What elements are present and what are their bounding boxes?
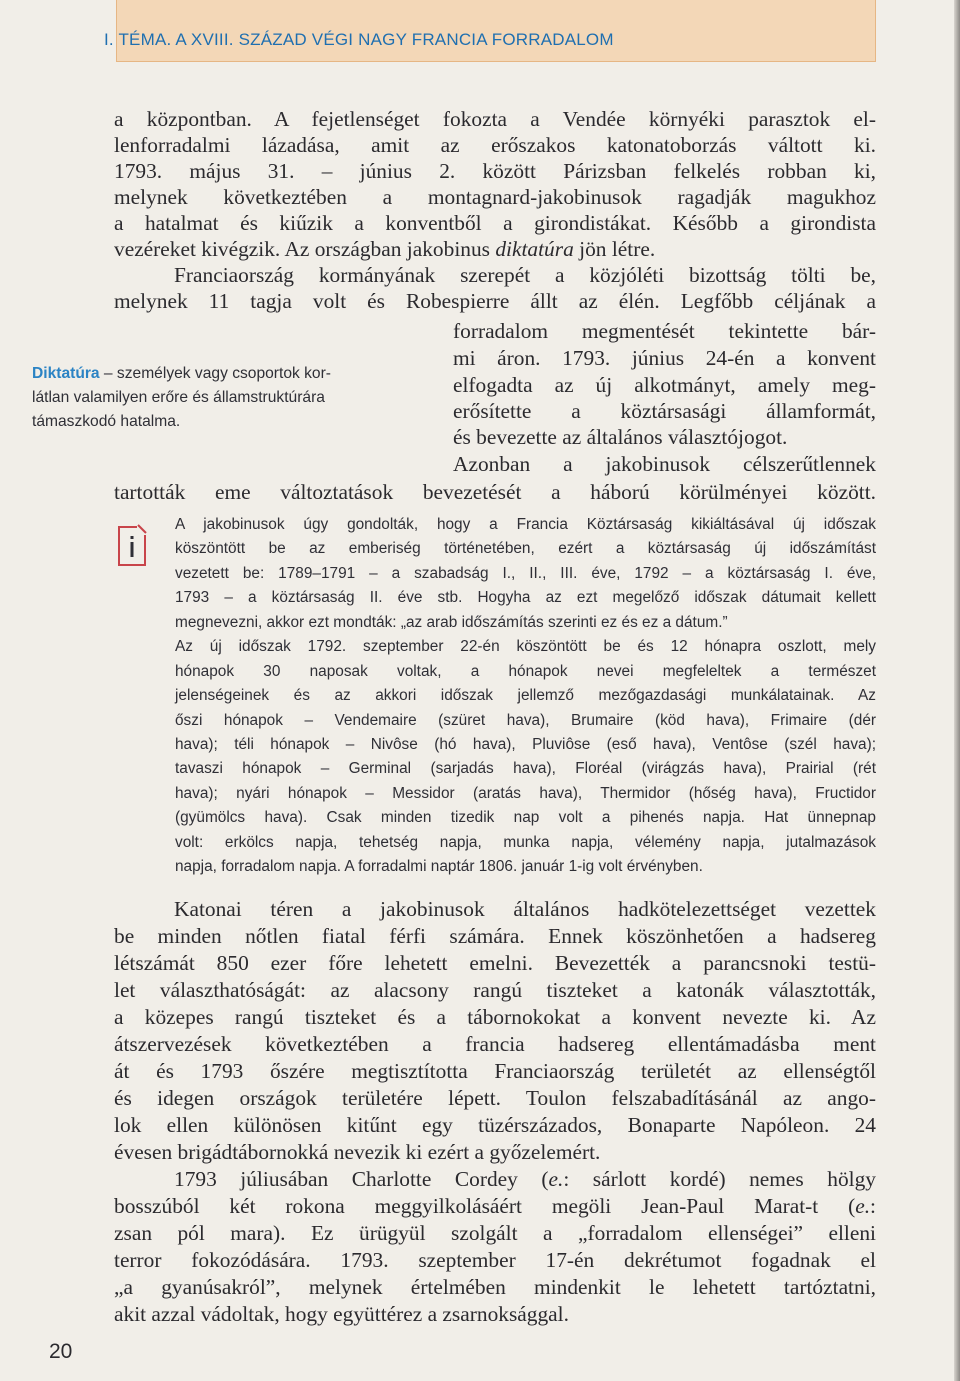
info-line: napja, forradalom napja. A forradalmi naptár 1806. január 1-ig volt érvényben. <box>175 858 703 876</box>
info-line: Az új időszak 1792. szeptember 22-én köszöntött be és 12 hónapra oszlott, mely <box>175 638 876 656</box>
info-line: tavaszi hónapok – Germinal (sarjadás hava), Floréal (virágzás hava), Prairial (rét <box>175 760 876 778</box>
chapter-title: I. TÉMA. A XVIII. SZÁZAD VÉGI NAGY FRANCIA FORRADALOM <box>104 30 614 49</box>
body-line: erősítette a köztársasági államformát, <box>453 399 876 423</box>
body-line: bosszúból két rokona meggyilkolásáért megöli Jean-Paul Marat-t (e.: <box>114 1194 876 1218</box>
body-line: Azonban a jakobinusok célszerűtlennek <box>453 452 876 476</box>
info-line: jelenségeinek és az akkori időszak jellemző mezőgazdasági munkálatainak. Az <box>175 687 876 705</box>
body-line: a központban. A fejetlenséget fokozta a Vendée környéki parasztok el- <box>114 107 876 131</box>
body-line: mi áron. 1793. június 24-én a konvent <box>453 346 876 370</box>
body-line: Katonai téren a jakobinusok általános hadkötelezettséget vezettek <box>174 897 876 921</box>
body-line: forradalom megmentését tekintette bár- <box>453 319 876 343</box>
definition-line: Diktatúra – személyek vagy csoportok kor- <box>32 365 331 382</box>
info-line: hava); nyári hónapok – Messidor (aratás hava), Thermidor (hőség hava), Fructidor <box>175 784 876 802</box>
info-box <box>175 513 876 880</box>
body-line: Franciaország kormányának szerepét a közjóléti bizottság tölti be, <box>174 263 876 287</box>
body-line: melynek 11 tagja volt és Robespierre állt az élén. Legfőbb céljának a <box>114 289 876 313</box>
body-line: be minden nőtlen fiatal férfi számára. Ennek köszönhetően a hadsereg <box>114 924 876 948</box>
body-line: át és 1793 őszére megtisztította Franciaország területét az ellenségtől <box>114 1059 876 1083</box>
info-line: megnevezni, akkor ezt mondták: „az arab időszámítás szerinti ez és ez a dátum.” <box>175 613 728 631</box>
definition-term: Diktatúra <box>32 365 100 382</box>
info-line: volt: erkölcs napja, tehetség napja, munka napja, vélemény napja, jutalmazások <box>175 833 876 851</box>
body-line: a hatalmat és kiűzik a konventből a girondistákat. Később a girondista <box>114 211 876 235</box>
info-line: (gyümölcs hava). Csak minden tizedik nap volt a pihenés napja. Hat ünnepnap <box>175 809 876 827</box>
body-line: 1793 júliusában Charlotte Cordey (e.: sárlott kordé) nemes hölgy <box>174 1167 876 1191</box>
body-line: évesen brigádtábornokká nevezik ki ezért a győzelemért. <box>114 1140 601 1164</box>
body-line: zsan pól mara). Ez ürügyül szolgált a „forradalom ellenségei” elleni <box>114 1221 876 1245</box>
term-diktatura: diktatúra <box>495 237 574 261</box>
info-icon <box>118 523 148 567</box>
page-number: 20 <box>49 1340 73 1363</box>
body-line: melynek következtében a montagnard-jakobinusok ragadják magukhoz <box>114 185 876 209</box>
info-line: A jakobinusok úgy gondolták, hogy a Francia Köztársaság kikiáltásával új időszak <box>175 516 876 533</box>
body-line: lenforradalmi lázadása, amit az erőszakos katonatoborzás váltott ki. <box>114 133 876 157</box>
page-edge <box>954 0 960 1381</box>
body-line: elfogadta az új alkotmányt, amely meg- <box>453 373 876 397</box>
definition-line: támaszkodó hatalma. <box>32 413 181 430</box>
definition-sidebar <box>32 362 417 434</box>
body-line: és bevezette az általános választójogot. <box>453 425 788 449</box>
body-line: let választhatóságát: az alacsony rangú tiszteket a katonák választották, <box>114 978 876 1002</box>
info-line: vezetett be: 1789–1791 – a szabadság I., II., III. éve, 1792 – a köztársaság I. éve, <box>175 564 876 582</box>
info-line: 1793 – a köztársaság II. éve stb. Hogyha az ezt megelőző időszak dátumait kellett <box>175 589 876 607</box>
body-line: létszámát 850 ezer főre lehetett emelni. Bevezették a parancsnoki testü- <box>114 951 876 975</box>
body-line: a közepes rangú tiszteket és a tábornokokat a konvent nevezte ki. Az <box>114 1005 876 1029</box>
body-line: tartották eme változtatások bevezetését a háború körülményei között. <box>114 480 876 504</box>
body-line: „a gyanúsakról”, melynek értelmében mindenkit le lehetett tartóztatni, <box>114 1275 876 1299</box>
body-line: akit azzal vádoltak, hogy együttérez a zsarnoksággal. <box>114 1302 569 1326</box>
body-line: vezéreket kivégzik. Az országban jakobinus diktatúra jön létre. <box>114 237 656 261</box>
body-line: lok ellen különösen kitűnt egy tüzérszázados, Bonaparte Napóleon. 24 <box>114 1113 876 1137</box>
body-line: átszervezések következtében a francia hadsereg ellentámadásba ment <box>114 1032 876 1056</box>
body-line: 1793. május 31. – június 2. között Párizsban felkelés robban ki, <box>114 159 876 183</box>
body-line: és idegen országok területére lépett. Toulon felszabadításánál az ango- <box>114 1086 876 1110</box>
info-line: hava); téli hónapok – Nivôse (hó hava), Pluviôse (eső hava), Ventôse (szél hava); <box>175 735 876 753</box>
definition-line: látlan valamilyen erőre és államstruktúrára <box>32 389 325 406</box>
info-line: köszöntött be az emberiség történetében, ezért a köztársaság új időszámítást <box>175 540 876 558</box>
info-line: őszi hónapok – Vendemaire (szüret hava), Brumaire (köd hava), Frimaire (dér <box>175 711 876 729</box>
body-line: terror fokozódására. 1793. szeptember 17-én dekrétumot fogadnak el <box>114 1248 876 1272</box>
info-line: hónapok 30 naposak voltak, a hónapok nevei megfeleltek a természet <box>175 662 876 680</box>
